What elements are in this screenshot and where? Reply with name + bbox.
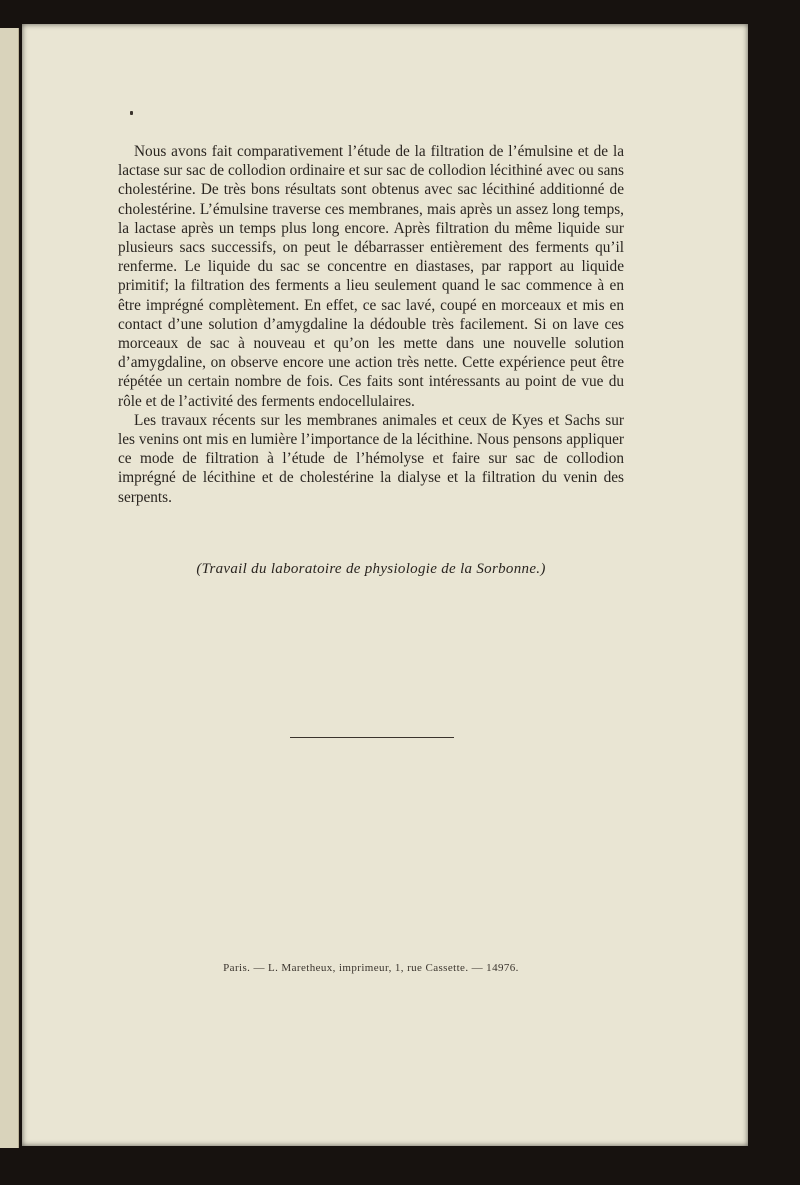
paragraph-2: Les travaux récents sur les membranes animales et ceux de Kyes et Sachs sur les venins ont mis en lumière l’importance de la lécithine. Nous pensons appliquer ce mode de filtration à l’étude de l’hémolyse et faire sur sac de collodion imprégné de lécithine et de cholestérine la dialyse et la filtration du venin des serpents. <box>118 411 624 506</box>
body-text <box>118 142 624 507</box>
paragraph-1: Nous avons fait comparativement l’étude de la filtration de l’émulsine et de la lactase sur sac de collodion ordinaire et sur sac de collodion lécithiné avec ou sans cholestérine. De très bons résultats sont obtenus avec sac lécithiné additionné de cholestérine. L’émulsine traverse ces membranes, mais après un assez long temps, la lactase après un temps plus long encore. Après filtration du même liquide sur plusieurs sacs successifs, on peut le débarrasser entièrement des ferments qu’il renferme. Le liquide du sac se concentre en diastases, par rapport au liquide primitif; la filtration des ferments a lieu seulement quand le sac commence à en être imprégné complètement. En effet, ce sac lavé, coupé en morceaux et mis en contact d’une solution d’amygdaline la dédouble très facilement. Si on lave ces morceaux de sac à nouveau et qu’on les mette dans une nouvelle solution d’amygdaline, on observe encore une action très nette. Cette expérience peut être répétée un certain nombre de fois. Ces faits sont intéressants au point de vue du rôle et de l’activité des ferments endocellulaires. <box>118 143 624 410</box>
printer-imprint: Paris. — L. Maretheux, imprimeur, 1, rue Cassette. — 14976. <box>223 962 519 974</box>
left-page-edge <box>0 28 19 1148</box>
lab-attribution: (Travail du laboratoire de physiologie de la Sorbonne.) <box>196 561 546 577</box>
ink-speck <box>130 111 133 115</box>
separator-rule <box>290 737 454 738</box>
